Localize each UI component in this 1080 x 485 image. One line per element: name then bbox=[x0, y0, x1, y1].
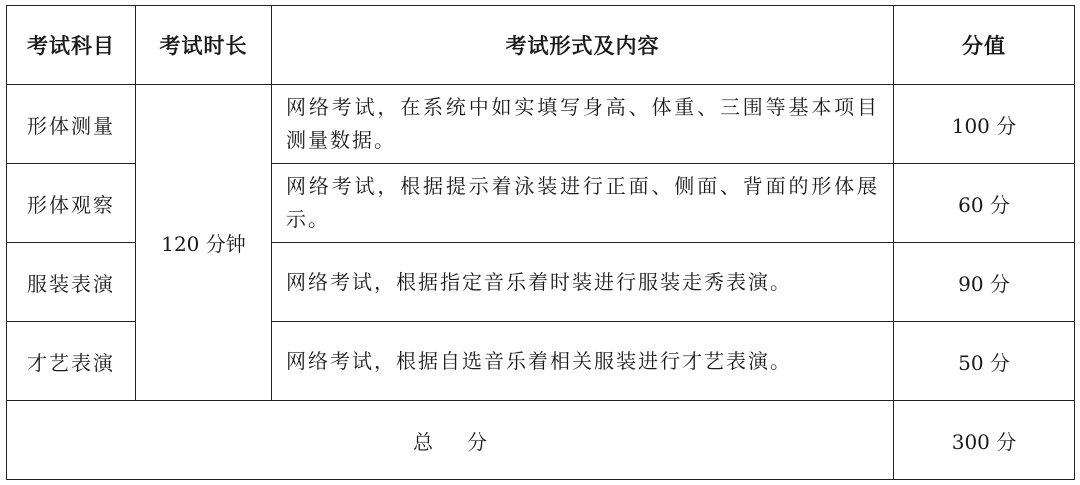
score-cell: 90 分 bbox=[894, 243, 1075, 322]
score-cell: 50 分 bbox=[894, 322, 1075, 401]
score-cell: 60 分 bbox=[894, 164, 1075, 243]
content-cell: 网络考试，根据指定音乐着时装进行服装走秀表演。 bbox=[272, 243, 894, 322]
header-content: 考试形式及内容 bbox=[272, 6, 894, 85]
content-cell: 网络考试，根据自选音乐着相关服装进行才艺表演。 bbox=[272, 322, 894, 401]
header-subject: 考试科目 bbox=[7, 6, 136, 85]
subject-cell: 才艺表演 bbox=[7, 322, 136, 401]
total-score-cell: 300 分 bbox=[894, 401, 1075, 480]
score-cell: 100 分 bbox=[894, 85, 1075, 164]
subject-cell: 形体测量 bbox=[7, 85, 136, 164]
content-cell: 网络考试，根据提示着泳装进行正面、侧面、背面的形体展示。 bbox=[272, 164, 894, 243]
subject-cell: 形体观察 bbox=[7, 164, 136, 243]
duration-cell: 120 分钟 bbox=[136, 85, 272, 401]
exam-table bbox=[6, 5, 1075, 480]
total-label-char-2: 分 bbox=[467, 429, 487, 454]
total-label-char-1: 总 bbox=[413, 429, 433, 454]
total-label bbox=[7, 401, 894, 480]
subject-cell: 服装表演 bbox=[7, 243, 136, 322]
header-duration: 考试时长 bbox=[136, 6, 272, 85]
content-cell: 网络考试，在系统中如实填写身高、体重、三围等基本项目测量数据。 bbox=[272, 85, 894, 164]
table-row bbox=[7, 85, 1075, 164]
total-row bbox=[7, 401, 1075, 480]
header-score: 分值 bbox=[894, 6, 1075, 85]
table-header-row bbox=[7, 6, 1075, 85]
